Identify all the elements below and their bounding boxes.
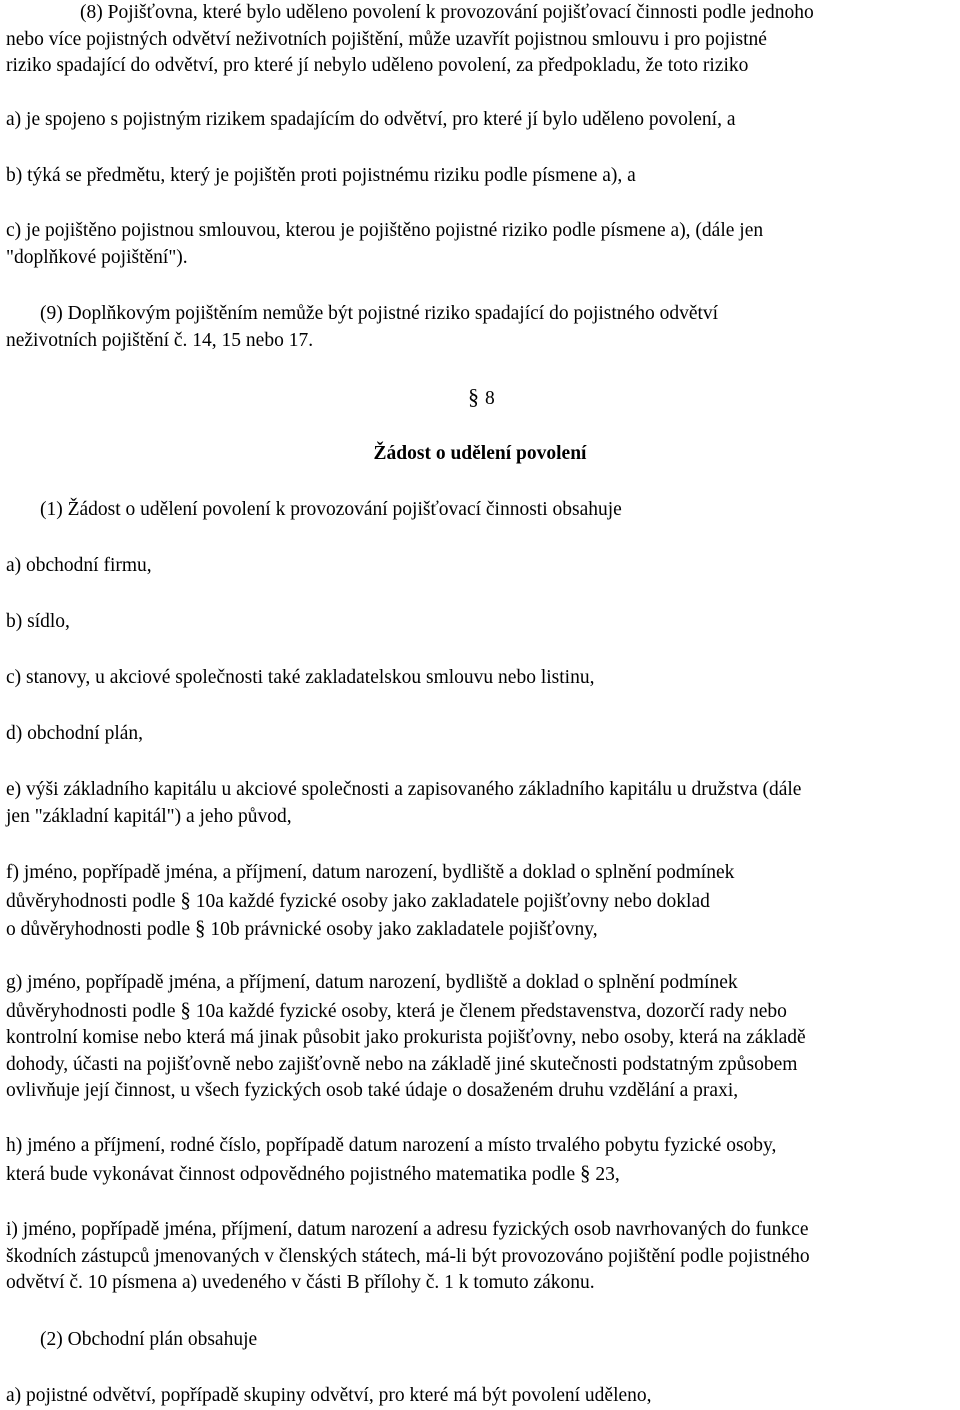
- item-d: d) obchodní plán,: [6, 723, 144, 744]
- paragraph-8-line-1: (8) Pojišťovna, které bylo uděleno povolení k provozování pojišťovací činnosti podle jednoho: [80, 2, 814, 23]
- item-h: [6, 1133, 776, 1188]
- paragraph-8-item-b: b) týká se předmětu, který je pojištěn proti pojistnému riziku podle písmene a), a: [6, 165, 636, 186]
- item-e: [6, 777, 801, 830]
- paragraph-8-item-c: [6, 218, 763, 271]
- paragraph-9-line-2: neživotních pojištění č. 14, 15 nebo 17.: [6, 329, 314, 351]
- item-g: [6, 970, 806, 1105]
- paragraph-9: [6, 301, 718, 354]
- paragraph-8-line-3: riziko spadající do odvětví, pro které jí nebylo uděleno povolení, za předpokladu, že toto riziko: [6, 55, 749, 76]
- paragraph-2: (2) Obchodní plán obsahuje: [40, 1329, 258, 1350]
- section-sign-icon: §: [180, 997, 191, 1022]
- item-f-line-3-pre: o důvěryhodnosti podle: [6, 919, 191, 940]
- item-g-line-1: g) jméno, popřípadě jména, a příjmení, datum narození, bydliště a doklad o splnění podmínek: [6, 972, 738, 993]
- item-g-line-5: ovlivňuje její činnost, u všech fyzických osob také údaje o dosaženém druhu vzdělání a praxi,: [6, 1080, 739, 1101]
- section-sign-icon: §: [580, 1160, 591, 1185]
- item-e-line-1: e) výši základního kapitálu u akciové společnosti a zapisovaného základního kapitálu u družstva (dále: [6, 779, 802, 800]
- paragraph-8-line-2: nebo více pojistných odvětví neživotních pojištění, může uzavřít pojistnou smlouvu i pro pojistné: [6, 28, 767, 50]
- item-i-line-3: odvětví č. 10 písmena a) uvedeného v části B přílohy č. 1 k tomuto zákonu.: [6, 1272, 595, 1293]
- paragraph-8-item-c-line-2: "doplňkové pojištění").: [6, 246, 188, 268]
- item-f-line-3-post: 10b právnické osoby jako zakladatele pojišťovny,: [210, 919, 598, 940]
- section-sign-icon: §: [180, 887, 191, 912]
- section-sign-icon: §: [195, 916, 206, 940]
- paragraph-8-item-c-line-1: c) je pojištěno pojistnou smlouvou, kterou je pojištěno pojistné riziko podle písmene a), (dále jen: [6, 220, 764, 241]
- paragraph-9-line-1: (9) Doplňkovým pojištěním nemůže být pojistné riziko spadající do pojistného odvětví: [40, 303, 719, 324]
- item-h-line-2: [6, 1160, 776, 1189]
- item-i-line-2: škodních zástupců jmenovaných v členských státech, má-li být provozováno pojištění podle pojistného: [6, 1245, 810, 1267]
- paragraph-2-item-a: a) pojistné odvětví, popřípadě skupiny odvětví, pro které má být povolení uděleno,: [6, 1385, 652, 1406]
- item-i-line-1: i) jméno, popřípadě jména, příjmení, datum narození a adresu fyzických osob navrhovaných do funkce: [6, 1219, 809, 1240]
- item-h-line-2-pre: která bude vykonávat činnost odpovědného pojistného matematika podle: [6, 1163, 576, 1185]
- item-b: b) sídlo,: [6, 611, 70, 632]
- item-i: [6, 1217, 810, 1297]
- item-f-line-2-pre: důvěryhodnosti podle: [6, 890, 176, 912]
- item-a: a) obchodní firmu,: [6, 555, 152, 576]
- item-f: [6, 860, 734, 944]
- paragraph-1: (1) Žádost o udělení povolení k provozování pojišťovací činnosti obsahuje: [40, 499, 622, 520]
- item-f-line-3: [6, 915, 734, 944]
- item-g-line-2-post: 10a každé fyzické osoby, která je členem představenstva, dozorčí rady nebo: [195, 1000, 787, 1022]
- item-h-line-1: h) jméno a příjmení, rodné číslo, popřípadě datum narození a místo trvalého pobytu fyzické osoby,: [6, 1135, 777, 1156]
- item-g-line-4: dohody, účasti na pojišťovně nebo zajišťovně nebo na základě jiné skutečnosti podstatným způsobem: [6, 1053, 798, 1075]
- item-g-line-3: kontrolní komise nebo která má jinak působit jako prokurista pojišťovny, nebo osoby, která na základě: [6, 1027, 806, 1048]
- item-e-line-2: jen "základní kapitál") a jeho původ,: [6, 805, 292, 827]
- paragraph-8-item-a: a) je spojeno s pojistným rizikem spadajícím do odvětví, pro které jí bylo uděleno povolení, a: [6, 109, 736, 130]
- paragraph-8: [6, 0, 814, 80]
- section-sign-icon: §: [468, 384, 479, 409]
- item-g-line-2: [6, 997, 806, 1026]
- item-f-line-2: [6, 887, 734, 916]
- item-f-line-1: f) jméno, popřípadě jména, a příjmení, datum narození, bydliště a doklad o splnění podmínek: [6, 862, 735, 883]
- section-number: [468, 384, 495, 413]
- item-g-line-2-pre: důvěryhodnosti podle: [6, 1000, 176, 1022]
- item-f-line-2-post: 10a každé fyzické osoby jako zakladatele pojišťovny nebo doklad: [195, 890, 710, 912]
- item-c: c) stanovy, u akciové společnosti také zakladatelskou smlouvu nebo listinu,: [6, 667, 595, 688]
- section-heading: Žádost o udělení povolení: [373, 443, 587, 464]
- section-number-value: 8: [485, 388, 495, 409]
- item-h-line-2-post: 23,: [595, 1163, 620, 1185]
